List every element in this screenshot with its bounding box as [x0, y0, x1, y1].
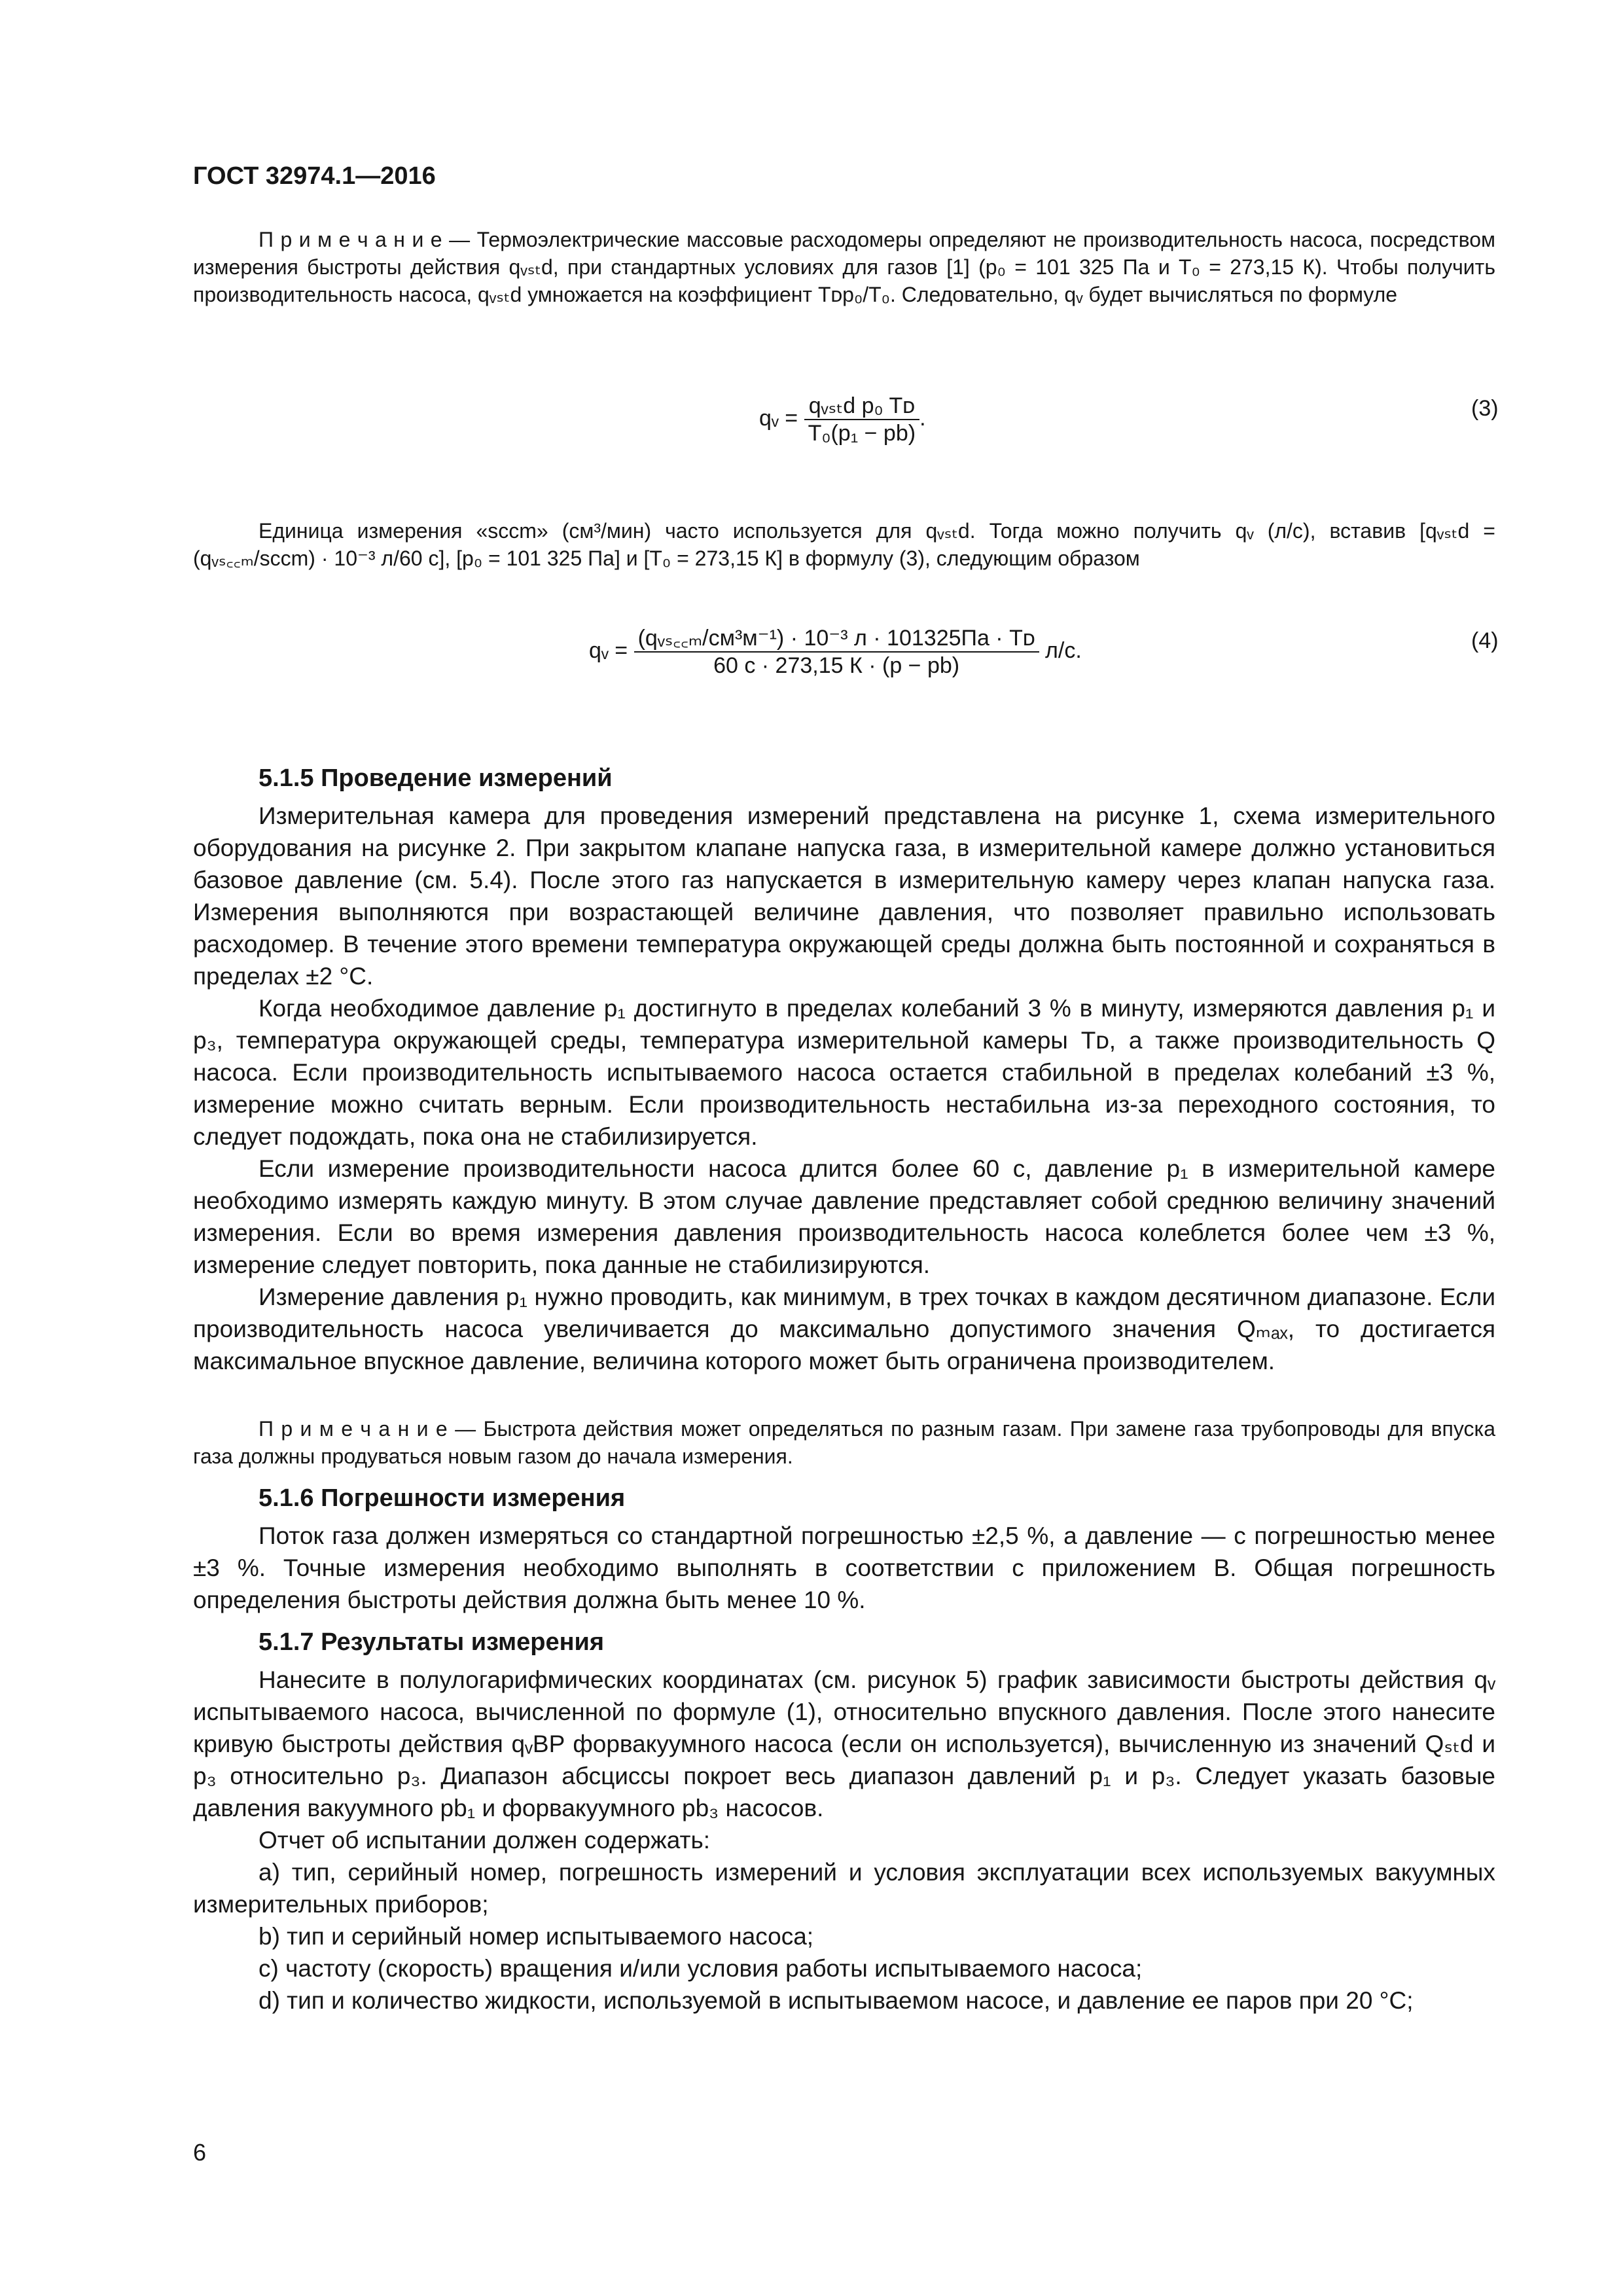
formula-3-number: (3): [1471, 396, 1499, 421]
section-5-1-5-paragraph-2: Когда необходимое давление p₁ достигнуто в пределах колебаний 3 % в минуту, измеряются давления p₁ и p₃, температура окружающей среды, температура измерительной камеры Tᴅ, а также производительность Q насоса. Если производительность испытываемого насоса остается стабильной в пределах колебаний ±3 %, измерение можно считать верным. Если производительность нестабильна из-за переходного состояния, то следует подождать, пока она не стабилизируется.: [193, 995, 1495, 1150]
section-5-1-6-title: 5.1.6 Погрешности измерения: [259, 1484, 626, 1512]
formula-4-tail: л/с.: [1045, 637, 1082, 663]
list-item-c: c) частоту (скорость) вращения и/или условия работы испытываемого насоса;: [259, 1955, 1143, 1982]
section-5-1-7-title: 5.1.7 Результаты измерения: [259, 1628, 605, 1656]
formula-3-tail: .: [919, 405, 926, 431]
formula-4-lhs: qᵥ =: [589, 637, 628, 663]
formula-4-number: (4): [1471, 628, 1499, 653]
section-5-1-5-paragraph-3: Если измерение производительности насоса длится более 60 с, давление p₁ в измерительной камере необходимо измерять каждую минуту. В этом случае давление представляет собой среднюю величину значений измерения. Если во время измерения давления производительность насоса колеблется более чем ±3 %, измерение следует повторить, пока данные не стабилизируются.: [193, 1155, 1495, 1278]
formula-3-numerator: qᵥₛₜd p₀ Tᴅ: [804, 393, 919, 420]
formula-3-denominator: T₀(p₁ − pb): [808, 421, 916, 446]
list-item-a: a) тип, серийный номер, погрешность измерений и условия эксплуатации всех используемых вакуумных измерительных приборов;: [193, 1859, 1495, 1918]
section-5-1-5-title: 5.1.5 Проведение измерений: [259, 764, 613, 792]
paragraph-sccm-units: Единица измерения «sccm» (см³/мин) часто используется для qᵥₛₜd. Тогда можно получить qᵥ (л/с), вставив [qᵥₛₜd = (qᵥₛ꜀꜀ₘ/sccm) · 10⁻³ л/60 с], [p₀ = 101 325 Па] и [T₀ = 273,15 К] в формулу (3), следующим образом: [193, 519, 1495, 570]
formula-4-denominator: 60 с · 273,15 К · (p − pb): [713, 653, 960, 678]
document-header: ГОСТ 32974.1—2016: [193, 162, 436, 190]
section-5-1-5-note: П р и м е ч а н и е — Быстрота действия может определяться по разным газам. При замене газа трубопроводы для впуска газа должны продуваться новым газом до начала измерения.: [193, 1417, 1495, 1468]
formula-3: [759, 393, 926, 446]
formula-3-lhs: qᵥ =: [759, 405, 798, 431]
note-thermoelectric-flowmeters: П р и м е ч а н и е — Термоэлектрические массовые расходомеры определяют не производительность насоса, посредством измерения быстроты действия qᵥₛₜd, при стандартных условиях для газов [1] (p₀ = 101 325 Па и T₀ = 273,15 К). Чтобы получить производительность насоса, qᵥₛₜd умножается на коэффициент Tᴅp₀/T₀. Следовательно, qᵥ будет вычисляться по формуле: [193, 228, 1495, 306]
section-5-1-6-paragraph-1: Поток газа должен измеряться со стандартной погрешностью ±2,5 %, а давление — с погрешностью менее ±3 %. Точные измерения необходимо выполнять в соответствии с приложением В. Общая погрешность определения быстроты действия должна быть менее 10 %.: [193, 1522, 1495, 1613]
formula-4-numerator: (qᵥₛ꜀꜀ₘ/см³м⁻¹) · 10⁻³ л · 101325Па · Tᴅ: [634, 625, 1039, 653]
section-5-1-7-paragraph-2: Отчет об испытании должен содержать:: [259, 1827, 711, 1854]
formula-3-fraction: [804, 393, 919, 446]
list-item-d: d) тип и количество жидкости, используемой в испытываемом насосе, и давление ее паров при 20 °С;: [259, 1987, 1414, 2014]
formula-4-fraction: [634, 625, 1039, 679]
section-5-1-5-paragraph-4: Измерение давления p₁ нужно проводить, как минимум, в трех точках в каждом десятичном диапазоне. Если производительность насоса увеличивается до максимально допустимого значения Qₘₐₓ, то достигается максимальное впускное давление, величина которого может быть ограничена производителем.: [193, 1283, 1495, 1374]
formula-4: [589, 625, 1082, 679]
page-number: 6: [193, 2139, 207, 2166]
section-5-1-5-paragraph-1: Измерительная камера для проведения измерений представлена на рисунке 1, схема измерительного оборудования на рисунке 2. При закрытом клапане напуска газа, в измерительной камере должно установиться базовое давление (см. 5.4). После этого газ напускается в измерительную камеру через клапан напуска газа. Измерения выполняются при возрастающей величине давления, что позволяет правильно использовать расходомер. В течение этого времени температура окружающей среды должна быть постоянной и сохраняться в пределах ±2 °С.: [193, 802, 1495, 990]
section-5-1-7-paragraph-1: Нанесите в полулогарифмических координатах (см. рисунок 5) график зависимости быстроты действия qᵥ испытываемого насоса, вычисленной по формуле (1), относительно впускного давления. После этого нанесите кривую быстроты действия qᵥBP форвакуумного насоса (если он используется), вычисленную из значений Qₛₜd и p₃ относительно p₃. Диапазон абсциссы покроет весь диапазон давлений p₁ и p₃. Следует указать базовые давления вакуумного pb₁ и форвакуумного pb₃ насосов.: [193, 1666, 1495, 1821]
list-item-b: b) тип и серийный номер испытываемого насоса;: [259, 1923, 814, 1950]
